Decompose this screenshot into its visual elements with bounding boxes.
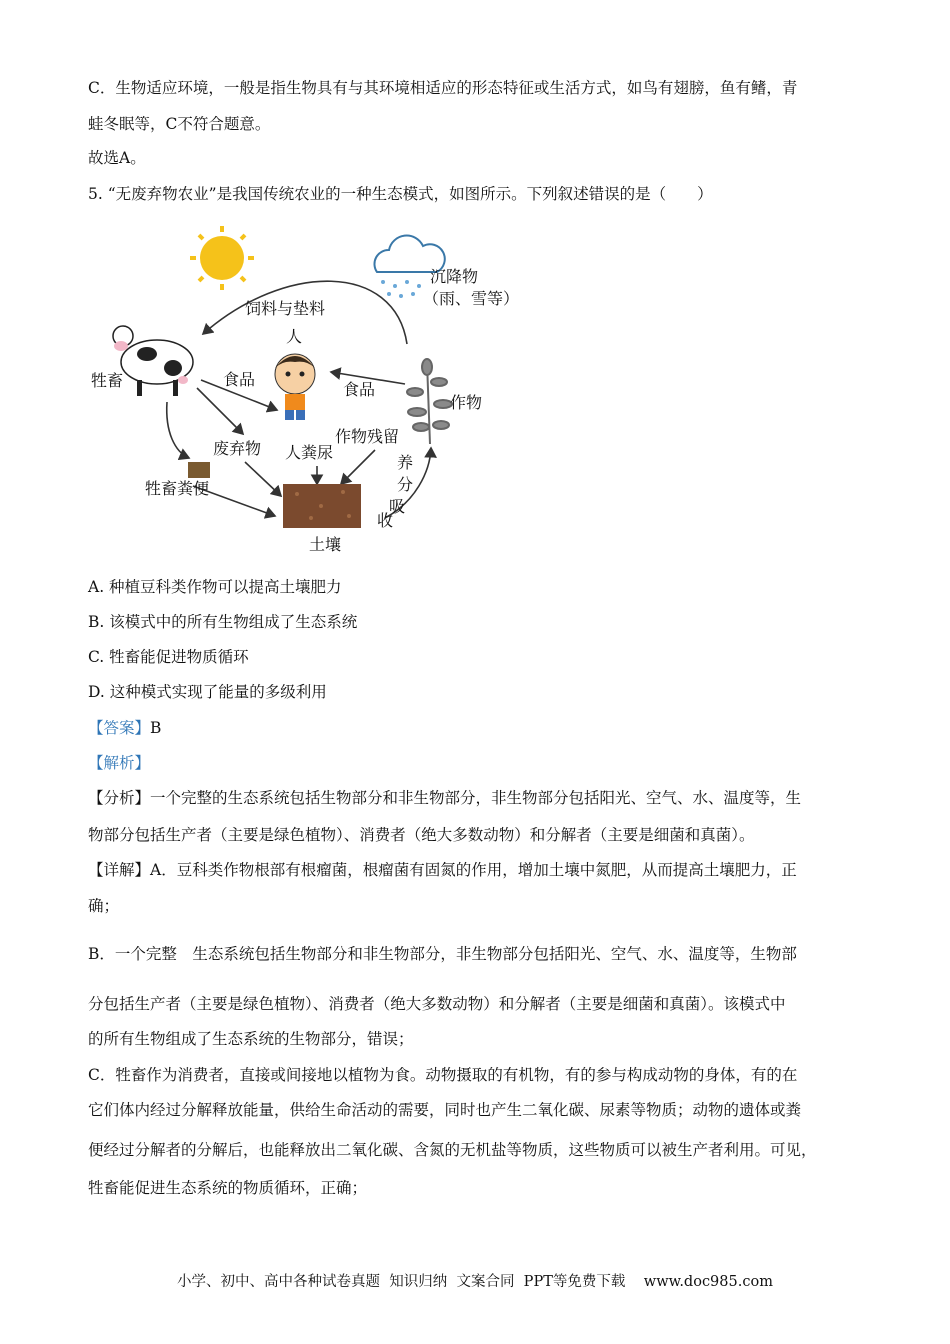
- option-c: C. 牲畜能促进物质循环: [88, 648, 249, 666]
- analysis-line: 牲畜能促进生态系统的物质循环，正确；: [88, 1179, 368, 1197]
- analysis-line: 物部分包括生产者（主要是绿色植物）、消费者（绝大多数动物）和分解者（主要是细菌和真菌）。: [88, 826, 755, 844]
- page-footer: 小学、初中、高中各种试卷真题 知识归纳 文案合同 PPT等免费下载 www.doc985.com: [177, 1274, 773, 1290]
- label-nutrient-1: 养: [397, 453, 414, 472]
- label-crop: 作物: [450, 393, 483, 412]
- analysis-line: 【详解】A．豆科类作物根部有根瘤菌，根瘤菌有固氮的作用，增加土壤中氮肥，从而提高土壤肥力，正: [88, 861, 797, 879]
- label-food-1: 食品: [223, 370, 256, 389]
- label-feed: 饲料与垫料: [245, 299, 326, 318]
- label-person: 人: [286, 327, 303, 346]
- analysis-tag: 【解析】: [88, 754, 151, 772]
- ecological-agriculture-diagram: [85, 222, 545, 560]
- analysis-line: 分包括生产者（主要是绿色植物）、消费者（绝大多数动物）和分解者（主要是细菌和真菌）。该模式中: [88, 995, 786, 1013]
- option-d: D. 这种模式实现了能量的多级利用: [88, 683, 327, 701]
- text-line: 故选A。: [88, 149, 146, 167]
- label-crop-residue: 作物残留: [335, 427, 400, 446]
- analysis-line: B．一个完整 生态系统包括生物部分和非生物部分，非生物部分包括阳光、空气、水、温度等，生物部: [88, 945, 797, 963]
- label-food-2: 食品: [343, 380, 376, 399]
- analysis-line: 便经过分解者的分解后，也能释放出二氧化碳、含氮的无机盐等物质，这些物质可以被生产者利用。可见，: [88, 1141, 817, 1159]
- analysis-line: 【分析】一个完整的生态系统包括生物部分和非生物部分，非生物部分包括阳光、空气、水、温度等，生: [88, 789, 802, 807]
- label-manure: 牲畜粪便: [145, 479, 210, 498]
- text-line: 蛙冬眠等，C不符合题意。: [88, 115, 271, 133]
- text-line: C．生物适应环境，一般是指生物具有与其环境相适应的形态特征或生活方式，如鸟有翅膀，鱼有鳍，青: [88, 79, 798, 97]
- answer-tag: 【答案】: [88, 719, 151, 737]
- option-a: A. 种植豆科类作物可以提高土壤肥力: [88, 578, 342, 596]
- manure-image: [188, 462, 210, 478]
- label-nutrient-4: 收: [377, 511, 394, 530]
- sun-icon: [190, 226, 254, 290]
- answer-line: [88, 718, 161, 738]
- label-waste: 废弃物: [213, 439, 262, 458]
- analysis-line: 的所有生物组成了生态系统的生物部分，错误；: [88, 1030, 414, 1048]
- label-nutrient-2: 分: [397, 475, 414, 494]
- answer-value: B: [150, 719, 162, 737]
- label-nutrient-3: 吸: [389, 497, 406, 516]
- question-5: 5. “无废弃物农业”是我国传统农业的一种生态模式，如图所示。下列叙述错误的是（ ）: [88, 185, 713, 203]
- analysis-line: 它们体内经过分解释放能量，供给生命活动的需要，同时也产生二氧化碳、尿素等物质；动物的遗体或粪: [88, 1101, 802, 1119]
- label-livestock: 牲畜: [91, 371, 124, 390]
- crop-icon: [407, 359, 452, 444]
- analysis-line: C．牲畜作为消费者，直接或间接地以植物为食。动物摄取的有机物，有的参与构成动物的身体，有的在: [88, 1066, 798, 1084]
- option-b: B. 该模式中的所有生物组成了生态系统: [88, 613, 358, 631]
- label-soil: 土壤: [309, 535, 342, 554]
- label-rain-2: （雨、雪等）: [423, 289, 520, 308]
- person-icon: [275, 354, 315, 420]
- label-human-waste: 人粪尿: [285, 443, 334, 462]
- analysis-line: 确；: [88, 897, 120, 915]
- label-rain: 沉降物: [430, 267, 479, 286]
- cow-icon: [113, 326, 193, 396]
